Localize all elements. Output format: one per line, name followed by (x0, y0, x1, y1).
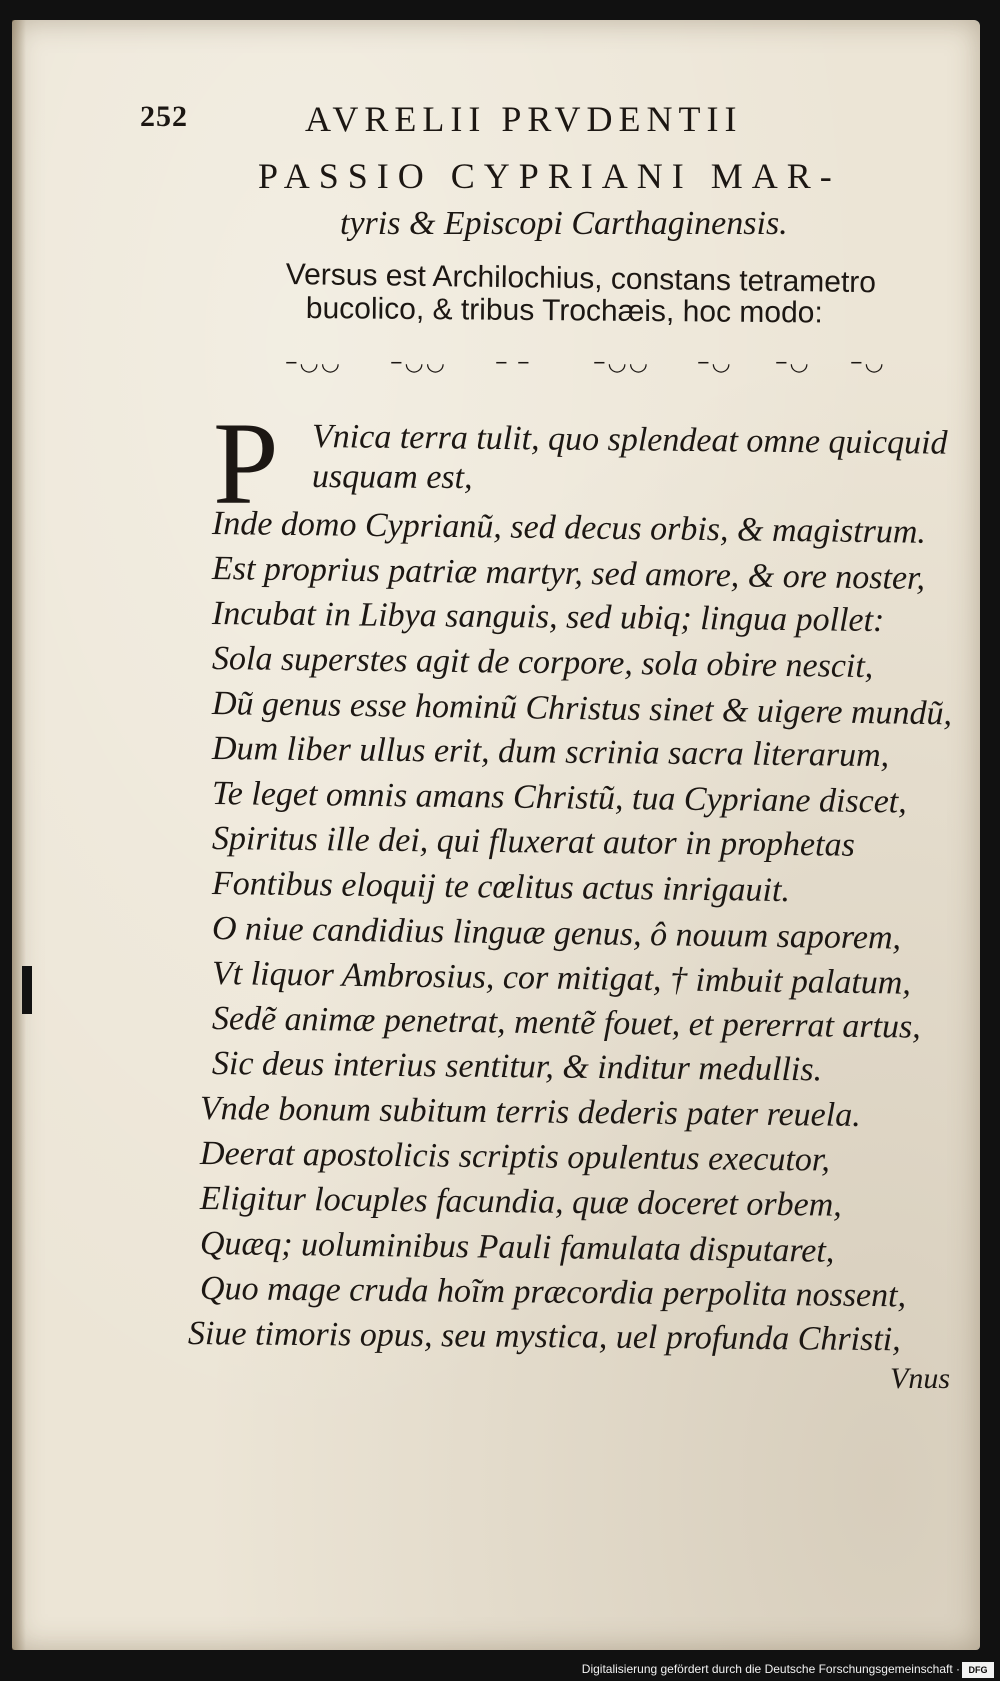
verse-line: Quo mage cruda hoĩm præcordia perpolita nossent, (199, 1270, 907, 1315)
verse-line: Te leget omnis amans Christũ, tua Cypriane discet, (211, 775, 907, 821)
verse-line: Siue timoris opus, seu mystica, uel profunda Christi, (187, 1315, 901, 1359)
verse-line: Spiritus ille dei, qui fluxerat autor in prophetas (211, 820, 856, 864)
verse-line: Dũ genus esse hominũ Christus sinet & uigere mundũ, (211, 685, 953, 733)
title-line-1: PASSIO CYPRIANI MAR- (258, 156, 841, 196)
verse-line: Fontibus eloquij te cœlitus actus inrigauit. (211, 865, 791, 910)
verse-line: Vnica terra tulit, quo splendeat omne quicquid (311, 418, 948, 462)
verse-line: Sedẽ animæ penetrat, mentẽ fouet, et pererrat artus, (211, 1000, 922, 1046)
meter-foot: −◡ (850, 350, 886, 375)
verse-line: Inde domo Cyprianũ, sed decus orbis, & magistrum. (211, 505, 927, 551)
verse-line: Sola superstes agit de corpore, sola obire nescit, (211, 640, 874, 686)
verse-line: Incubat in Libya sanguis, sed ubiq; lingua pollet: (211, 595, 885, 640)
verse-line: O niue candidius linguæ genus, ô nouum saporem, (211, 910, 902, 957)
dfg-logo (962, 1662, 994, 1678)
verse-line: Sic deus interius sentitur, & inditur medullis. (211, 1045, 823, 1089)
verse-line: Deerat apostolicis scriptis opulentus executor, (199, 1135, 831, 1179)
verse-line: Vt liquor Ambrosius, cor mitigat, † imbuit palatum, (211, 955, 912, 1002)
title-line-2: tyris & Episcopi Carthaginensis. (340, 205, 788, 242)
verse-line: Eligitur locuples facundia, quæ doceret orbem, (199, 1180, 842, 1224)
verse-line: Dum liber ullus erit, dum scrinia sacra literarum, (211, 730, 890, 775)
meter-foot: −◡◡ (285, 350, 342, 375)
verse-line: Vnde bonum subitum terris dederis pater reuela. (199, 1090, 861, 1134)
verse-line: usquam est, (311, 458, 473, 497)
meter-foot: −◡◡ (593, 350, 650, 375)
meter-foot: − − (495, 350, 532, 375)
verse-line: Est proprius patriæ martyr, sed amore, & ore noster, (211, 550, 926, 597)
meter-foot: −◡ (697, 350, 733, 375)
meter-foot: −◡ (775, 350, 811, 375)
catchword: Vnus (890, 1362, 950, 1395)
running-head: AVRELII PRVDENTII (305, 99, 743, 139)
subtitle-line-1: Versus est Archilochius, constans tetrametro (285, 258, 877, 300)
digitization-credit: Digitalisierung gefördert durch die Deutsche Forschungsgemeinschaft · (581, 1662, 960, 1676)
page-number: 252 (140, 100, 188, 133)
drop-cap-initial: P (213, 398, 279, 529)
verse-line: Quæq; uoluminibus Pauli famulata disputaret, (199, 1225, 835, 1270)
subtitle-line-2: bucolico, & tribus Trochæis, hoc modo: (305, 292, 823, 330)
meter-foot: −◡◡ (390, 350, 447, 375)
dfg-logo-text: DFG (968, 1665, 988, 1675)
